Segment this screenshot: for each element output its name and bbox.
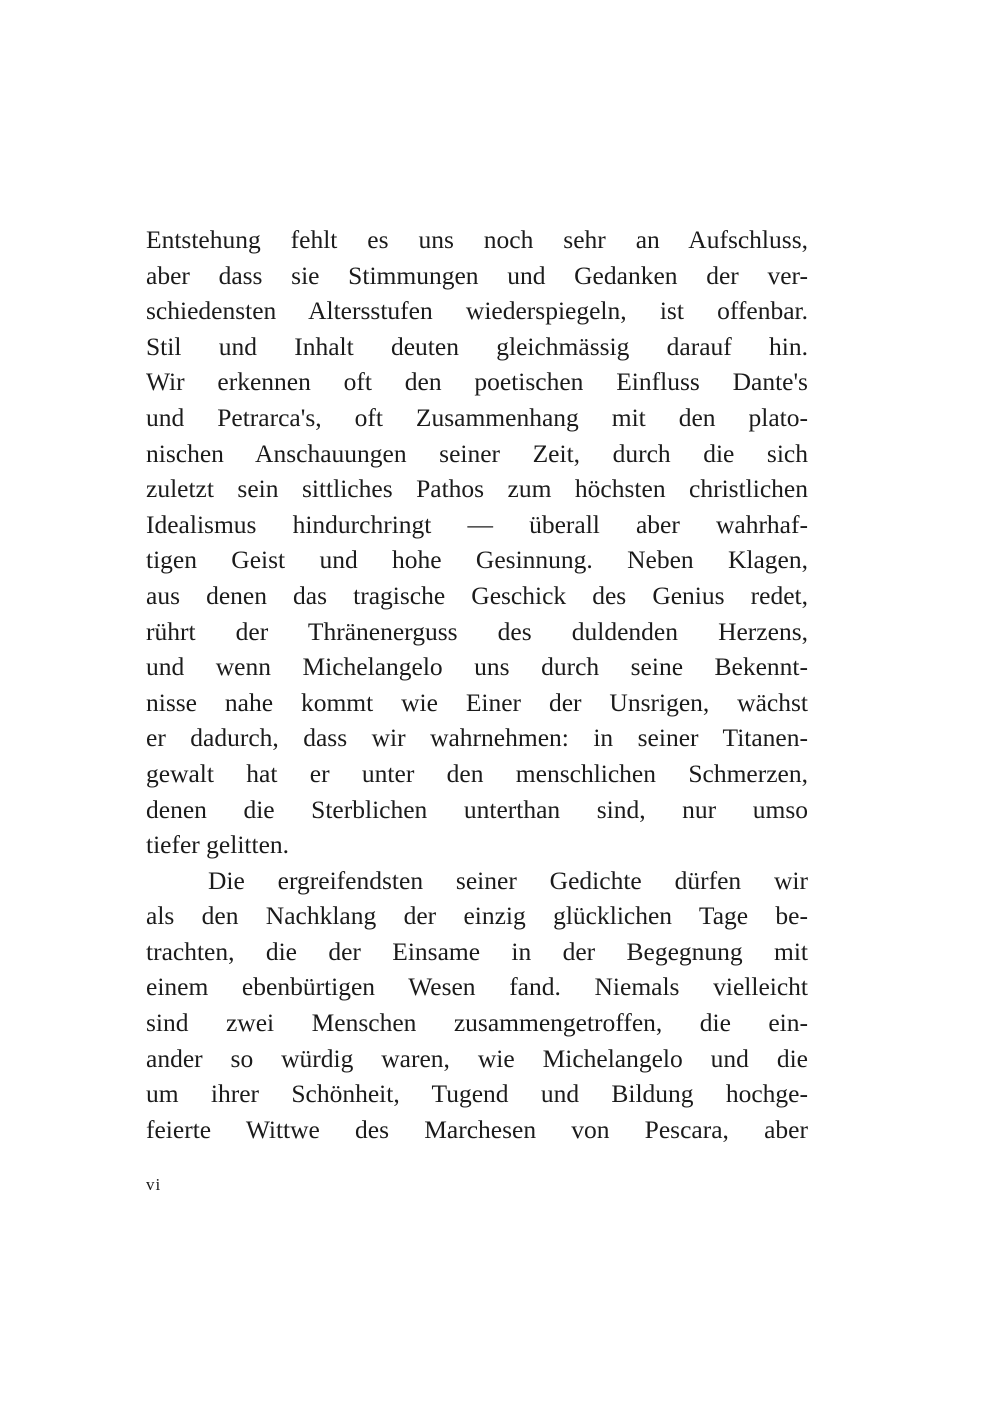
text-line: Die ergreifendsten seiner Gedichte dürfen wir	[208, 865, 808, 895]
paragraph-2	[146, 863, 808, 1148]
text-line: aus denen das tragische Geschick des Genius redet,	[146, 580, 808, 610]
text-line: Entstehung fehlt es uns noch sehr an Aufschluss,	[146, 225, 808, 254]
text-line: nisse nahe kommt wie Einer der Unsrigen, wächst	[146, 687, 808, 717]
text-line: Stil und Inhalt deuten gleichmässig darauf hin.	[146, 331, 808, 361]
text-line: gewalt hat er unter den menschlichen Schmerzen,	[146, 758, 808, 788]
text-line: um ihrer Schönheit, Tugend und Bildung hochge-	[146, 1079, 808, 1109]
text-line: rührt der Thränenerguss des duldenden Herzens,	[146, 616, 808, 646]
text-line: Wir erkennen oft den poetischen Einfluss Dante's	[146, 367, 808, 397]
text-line: einem ebenbürtigen Wesen fand. Niemals vielleicht	[146, 972, 808, 1002]
paragraph-1	[146, 222, 808, 863]
text-line: und wenn Michelangelo uns durch seine Bekennt-	[146, 652, 808, 682]
text-line: nischen Anschauungen seiner Zeit, durch die sich	[146, 438, 808, 468]
text-line: er dadurch, dass wir wahrnehmen: in seiner Titanen-	[146, 723, 808, 753]
text-line: aber dass sie Stimmungen und Gedanken der ver-	[146, 260, 808, 290]
text-line: denen die Sterblichen unterthan sind, nur umso	[146, 794, 808, 824]
text-line: schiedensten Altersstufen wiederspiegeln, ist offenbar.	[146, 296, 808, 326]
text-line: tigen Geist und hohe Gesinnung. Neben Klagen,	[146, 545, 808, 575]
text-line: zuletzt sein sittliches Pathos zum höchsten christlichen	[146, 474, 808, 504]
text-line: feierte Wittwe des Marchesen von Pescara, aber	[146, 1114, 808, 1144]
text-line: Idealismus hindurchringt — überall aber wahrhaf-	[146, 509, 808, 539]
page-number: vi	[146, 1175, 162, 1194]
text-line: tiefer gelitten.	[146, 830, 290, 860]
text-line: und Petrarca's, oft Zusammenhang mit den plato-	[146, 402, 808, 432]
text-line: ander so würdig waren, wie Michelangelo und die	[146, 1043, 808, 1073]
body-text	[146, 222, 808, 1147]
text-line: trachten, die der Einsame in der Begegnung mit	[146, 936, 808, 966]
text-line: sind zwei Menschen zusammengetroffen, die ein-	[146, 1008, 808, 1038]
text-line: als den Nachklang der einzig glücklichen Tage be-	[146, 901, 808, 931]
